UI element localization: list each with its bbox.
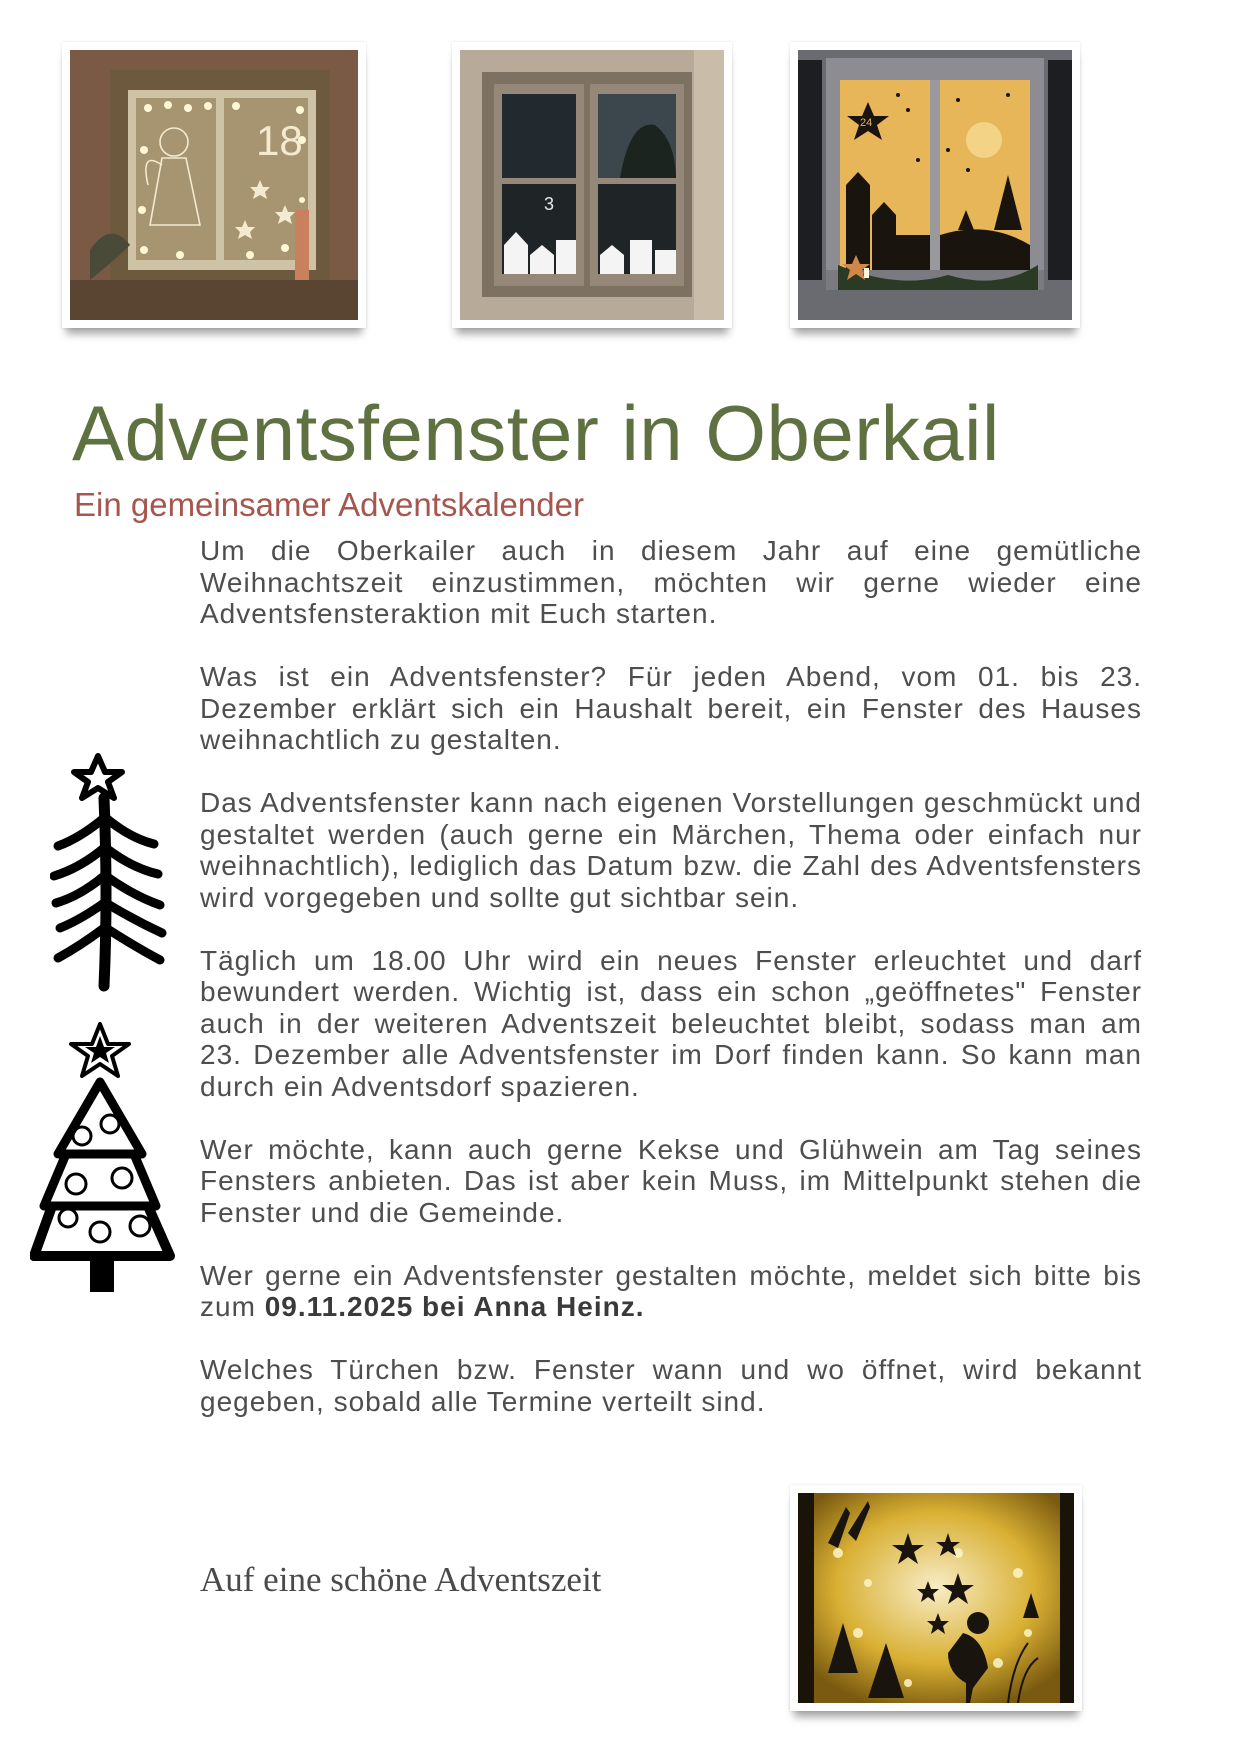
window-number-24: 24 [860,117,873,129]
window-angel-image [70,50,358,320]
paragraph-daily: Täglich um 18.00 Uhr wird ein neues Fenster erleuchtet und darf bewundert werden. Wichtig ist, dass ein schon „geöffnetes" Fenster auch in der weiteren Adventszeit beleuchtet bleibt, sodass man am 23. Dezember alle Adventsfenster im Dorf finden kann. So kann man durch ein Adventsdorf spazieren. [200,944,1142,1102]
document-subtitle: Ein gemeinsamer Adventskalender [74,486,584,523]
paragraph-announcement: Welches Türchen bzw. Fenster wann und wo öffnet, wird bekannt gegeben, sobald alle Termine verteilt sind. [200,1354,1142,1417]
closing-greeting: Auf eine schöne Adventszeit [200,1560,602,1599]
paragraph-snacks: Wer möchte, kann auch gerne Kekse und Glühwein am Tag seines Fensters anbieten. Das ist aber kein Muss, im Mittelpunkt stehen die Fenster und die Gemeinde. [200,1133,1142,1228]
paragraph-intro: Um die Oberkailer auch in diesem Jahr auf eine gemütliche Weihnachtszeit einzustimmen, möchten wir gerne wieder eine Adventsfensteraktion mit Euch starten. [200,535,1142,629]
paragraph-registration [200,1260,1142,1323]
christmas-tree-decorated-icon [30,1020,180,1292]
window-town-image [798,50,1072,320]
document-title: Adventsfenster in Oberkail [72,389,1000,477]
document-body [200,535,1142,1449]
window-number-18: 18 [256,117,303,164]
photo-window-houses [452,42,732,328]
paragraph-design: Das Adventsfenster kann nach eigenen Vorstellungen geschmückt und gestaltet werden (auch gerne ein Märchen, Thema oder einfach nur weihnachtlich), lediglich das Datum bzw. die Zahl des Adventsfensters wird vorgegeben und sollte gut sichtbar sein. [200,787,1142,913]
photo-window-star-girl [790,1485,1082,1711]
registration-text: Wer gerne ein Adventsfenster gestalten möchte, meldet sich bitte bis zum [200,1259,1142,1322]
photo-window-town [790,42,1080,328]
window-houses-image [460,50,724,320]
registration-deadline: 09.11.2025 bei Anna Heinz. [264,1291,645,1322]
christmas-tree-branches-icon [50,748,176,1000]
window-number-3: 3 [544,194,555,214]
photo-window-angel [62,42,366,328]
paragraph-what-is: Was ist ein Adventsfenster? Für jeden Abend, vom 01. bis 23. Dezember erklärt sich ein Haushalt bereit, ein Fenster des Hauses weihnachtlich zu gestalten. [200,661,1142,755]
window-star-girl-image [798,1493,1074,1703]
